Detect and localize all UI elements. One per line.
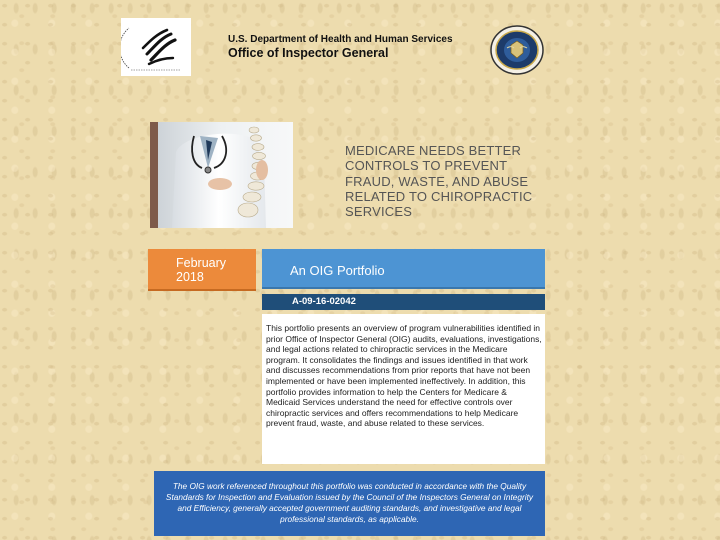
summary-box [262,314,545,464]
doctor-photo [150,122,293,228]
date-block [148,249,256,291]
report-title: MEDICARE NEEDS BETTER CONTROLS TO PREVENT FRAUD, WASTE, AND ABUSE RELATED TO CHIROPRACTIC SERVICES [345,143,533,220]
portfolio-label: An OIG Portfolio [290,263,385,278]
date-year: 2018 [176,270,204,284]
department-name: U.S. Department of Health and Human Services [228,34,453,45]
office-name: Office of Inspector General [228,46,389,60]
portfolio-banner [262,249,545,289]
footer-note-box [154,471,545,536]
date-month: February [176,256,227,270]
footer-note: The OIG work referenced throughout this portfolio was conducted in accordance with the Quality Standards for Inspection and Evaluation issued by the Council of the Inspectors General on Integrity and Efficiency, generally accepted government auditing standards, and investigative and legal professional standards, as applicable. [165,481,534,525]
hhs-logo-icon [121,18,191,76]
report-number: A-09-16-02042 [292,296,356,307]
report-number-bar [262,294,545,310]
summary-text: This portfolio presents an overview of program vulnerabilities identified in prior Office of Inspector General (OIG) audits, evaluations, investigations, and legal actions related to chiropractic services in the Medicare program. It consolidates the findings and issues identified in that work and discusses recommendations from prior reports that have not been implemented or have been implemented ineffectively. In addition, this portfolio provides information to help the Centers for Medicare & Medicaid Services understand the need for effective controls over chiropractic services and offers recommendations to help Medicare prevent fraud, waste, and abuse related to these services. [266,323,542,429]
oig-seal-icon [489,24,545,76]
